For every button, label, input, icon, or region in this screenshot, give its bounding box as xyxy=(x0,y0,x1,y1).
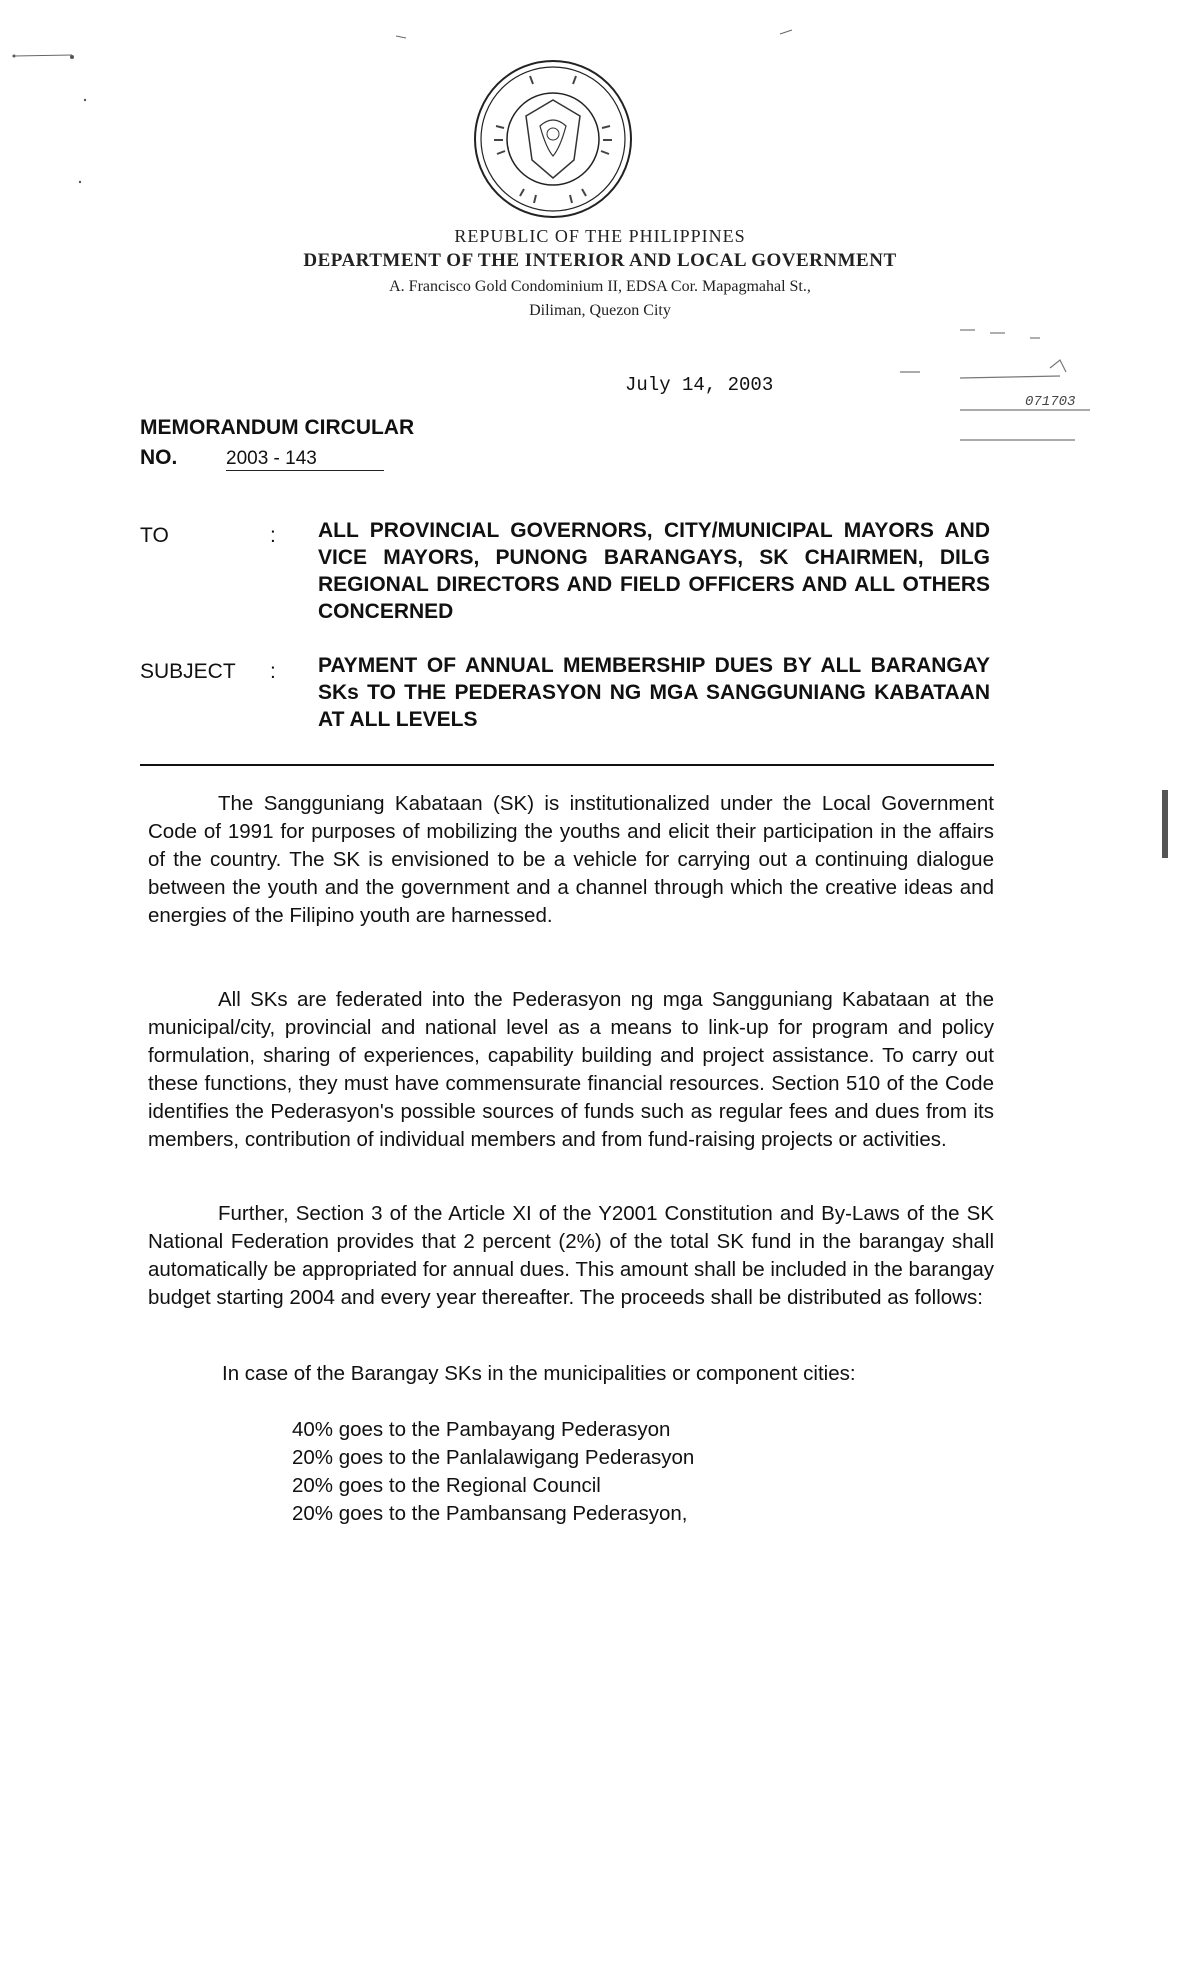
subject-label: SUBJECT xyxy=(140,660,236,683)
received-stamp xyxy=(900,330,1090,440)
department-seal-icon xyxy=(470,56,636,222)
subject-text: PAYMENT OF ANNUAL MEMBERSHIP DUES BY ALL BARANGAY SKs TO THE PEDERASYON NG MGA SANGGUNIANG KABATAAN AT ALL LEVELS xyxy=(318,654,990,731)
list-item: 40% goes to the Pambayang Pederasyon xyxy=(292,1418,671,1441)
letterhead-department: DEPARTMENT OF THE INTERIOR AND LOCAL GOVERNMENT xyxy=(303,250,897,271)
body-paragraph-2: All SKs are federated into the Pederasyon ng mga Sangguniang Kabataan at the municipal/city, provincial and national level as a means to link-up for program and policy formulation, sharing of experiences, capability building and project assistance. To carry out these functions, they must have commensurate financial resources. Section 510 of the Code identifies the Pederasyon's possible sources of funds such as regular fees and dues from its members, contribution of individual members and from fund-raising projects or activities. xyxy=(148,988,994,1151)
list-item: 20% goes to the Panlalawigang Pederasyon xyxy=(292,1446,695,1469)
memo-title: MEMORANDUM CIRCULAR xyxy=(140,416,415,439)
subject-colon: : xyxy=(270,660,276,683)
list-item: 20% goes to the Regional Council xyxy=(292,1474,601,1497)
memo-date: July 14, 2003 xyxy=(625,374,774,396)
letterhead-address-line1: A. Francisco Gold Condominium II, EDSA Cor. Mapagmahal St., xyxy=(389,278,811,295)
to-label: TO xyxy=(140,524,169,547)
stamp-number: 071703 xyxy=(1025,394,1076,410)
to-recipients: ALL PROVINCIAL GOVERNORS, CITY/MUNICIPAL MAYORS AND VICE MAYORS, PUNONG BARANGAYS, SK CHAIRMEN, DILG REGIONAL DIRECTORS AND FIELD OFFICERS AND ALL OTHERS CONCERNED xyxy=(318,519,990,623)
body-paragraph-4: In case of the Barangay SKs in the municipalities or component cities: xyxy=(222,1362,856,1385)
distribution-list xyxy=(292,1416,694,1528)
header-divider xyxy=(140,764,994,766)
letterhead-address-line2: Diliman, Quezon City xyxy=(529,302,671,319)
list-item: 20% goes to the Pambansang Pederasyon, xyxy=(292,1502,688,1525)
body-paragraph-1: The Sangguniang Kabataan (SK) is institutionalized under the Local Government Code of 1991 for purposes of mobilizing the youths and elicit their participation in the affairs of the country. The SK is envisioned to be a vehicle for carrying out a continuing dialogue between the youth and the government and a channel through which the creative ideas and energies of the Filipino youth are harnessed. xyxy=(148,792,994,927)
body-paragraph-3: Further, Section 3 of the Article XI of the Y2001 Constitution and By-Laws of the SK National Federation provides that 2 percent (2%) of the total SK fund in the barangay shall automatically be appropriated for annual dues. This amount shall be included in the barangay budget starting 2004 and every year thereafter. The proceeds shall be distributed as follows: xyxy=(148,1202,994,1309)
memo-number: 2003 - 143 xyxy=(226,448,384,471)
letterhead-republic: REPUBLIC OF THE PHILIPPINES xyxy=(454,226,746,246)
to-colon: : xyxy=(270,524,276,547)
memo-number-label: NO. xyxy=(140,446,178,469)
